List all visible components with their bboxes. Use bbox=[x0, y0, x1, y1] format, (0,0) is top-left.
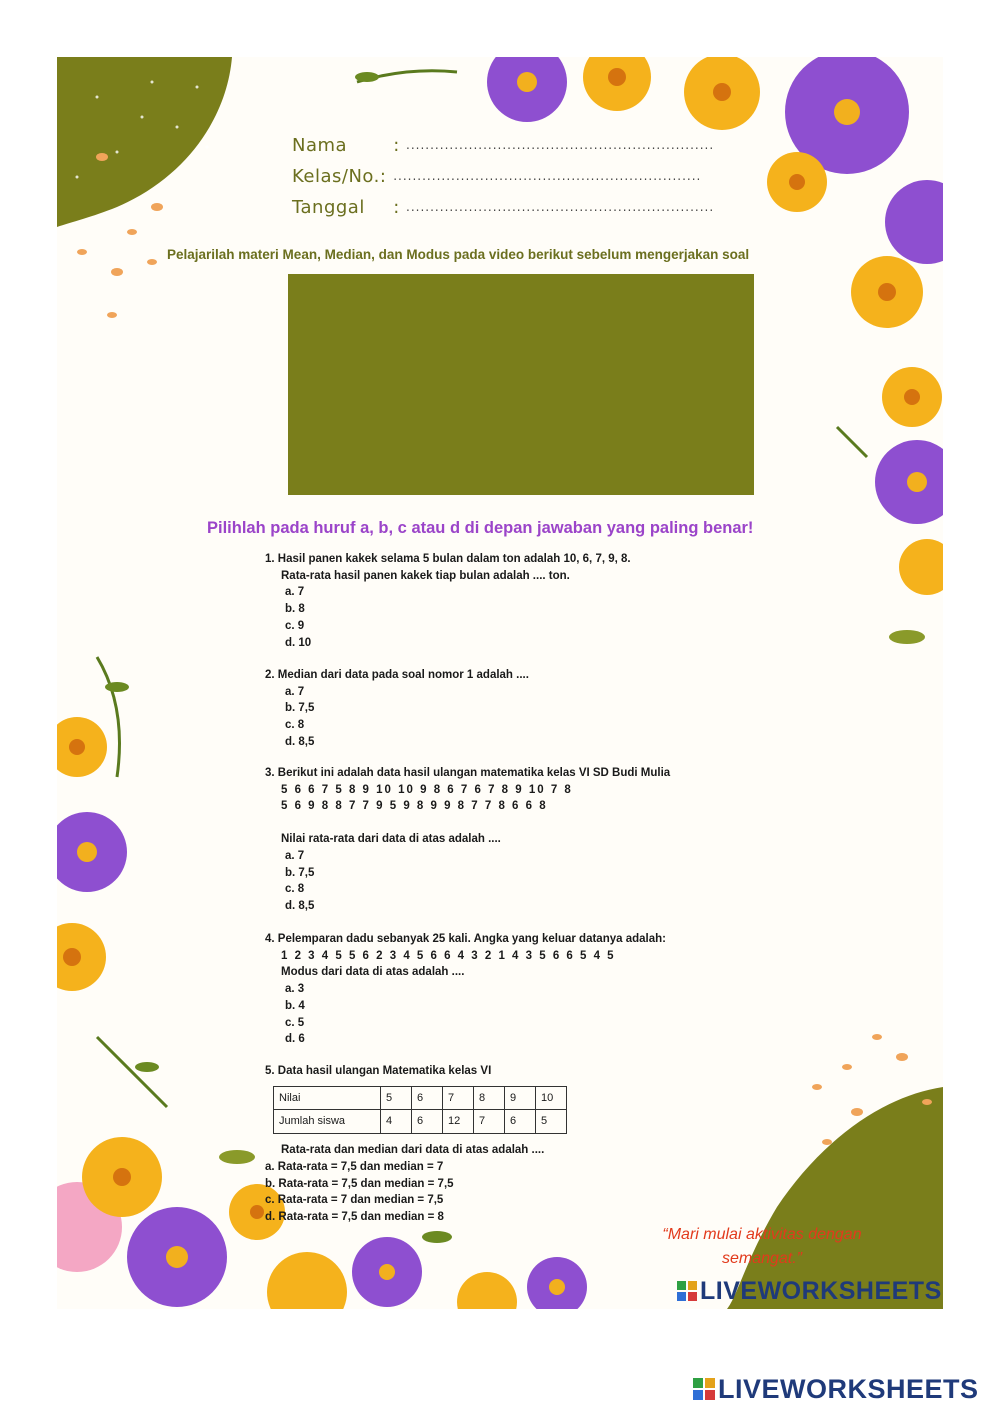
table-cell: 7 bbox=[443, 1086, 474, 1110]
worksheet-page bbox=[57, 57, 943, 1309]
question-2 bbox=[265, 667, 529, 751]
date-field bbox=[292, 197, 714, 218]
table-row bbox=[274, 1086, 567, 1110]
option-a[interactable]: a. 7 bbox=[285, 685, 305, 698]
option-d[interactable]: d. 8,5 bbox=[285, 735, 315, 748]
section-title: Pilihlah pada huruf a, b, c atau d di depan jawaban yang paling benar! bbox=[207, 519, 754, 537]
table-cell: 8 bbox=[474, 1086, 505, 1110]
table-cell: 4 bbox=[381, 1110, 412, 1134]
table-cell: 6 bbox=[412, 1086, 443, 1110]
option-c[interactable]: c. Rata-rata = 7 dan median = 7,5 bbox=[265, 1194, 444, 1207]
question-sub: Rata-rata dan median dari data di atas adalah .... bbox=[281, 1144, 545, 1157]
question-sub: Nilai rata-rata dari data di atas adalah .... bbox=[281, 833, 501, 846]
question-3 bbox=[265, 765, 670, 915]
option-b[interactable]: b. 8 bbox=[285, 603, 305, 616]
table-cell: 6 bbox=[412, 1110, 443, 1134]
liveworksheets-logo-footer[interactable] bbox=[693, 1374, 979, 1405]
table-cell: 7 bbox=[474, 1110, 505, 1134]
video-placeholder[interactable] bbox=[288, 274, 754, 495]
question-stem: 3. Berikut ini adalah data hasil ulangan matematika kelas VI SD Budi Mulia bbox=[265, 767, 671, 779]
table-cell: 9 bbox=[505, 1086, 536, 1110]
name-colon: : bbox=[393, 135, 400, 156]
table-cell: 10 bbox=[536, 1086, 567, 1110]
question-sub: Rata-rata hasil panen kakek tiap bulan adalah .... ton. bbox=[281, 569, 570, 582]
table-cell: 6 bbox=[505, 1110, 536, 1134]
question-4 bbox=[265, 931, 666, 1048]
name-field bbox=[292, 135, 714, 156]
question-stem: 5. Data hasil ulangan Matematika kelas VI bbox=[265, 1065, 492, 1077]
table-cell: 5 bbox=[536, 1110, 567, 1134]
motivation-quote: “Mari mulai aktivitas dengan semangat.” bbox=[662, 1226, 862, 1267]
option-d[interactable]: d. 6 bbox=[285, 1033, 305, 1046]
table-cell: Jumlah siswa bbox=[274, 1110, 381, 1134]
option-b[interactable]: b. 4 bbox=[285, 999, 305, 1012]
brand-text: LIVEWORKSHEETS bbox=[718, 1374, 979, 1404]
liveworksheets-icon bbox=[677, 1281, 697, 1301]
date-blank[interactable]: ................................................................ bbox=[406, 200, 715, 214]
video-instruction: Pelajarilah materi Mean, Median, dan Modus pada video berikut sebelum mengerjakan soal bbox=[167, 247, 750, 262]
option-a[interactable]: a. Rata-rata = 7,5 dan median = 7 bbox=[265, 1160, 444, 1173]
name-blank[interactable]: ................................................................ bbox=[406, 138, 715, 152]
option-c[interactable]: c. 5 bbox=[285, 1016, 305, 1029]
question-5 bbox=[265, 1063, 567, 1226]
option-b[interactable]: b. 7,5 bbox=[285, 702, 315, 715]
question-stem: 1. Hasil panen kakek selama 5 bulan dalam ton adalah 10, 6, 7, 9, 8. bbox=[265, 553, 631, 565]
option-a[interactable]: a. 3 bbox=[285, 983, 305, 996]
table-cell: Nilai bbox=[274, 1086, 381, 1110]
liveworksheets-logo-inner bbox=[677, 1277, 942, 1306]
date-colon: : bbox=[393, 197, 400, 218]
liveworksheets-icon bbox=[693, 1378, 715, 1400]
class-label: Kelas/No.: bbox=[292, 166, 387, 187]
option-b[interactable]: b. Rata-rata = 7,5 dan median = 7,5 bbox=[265, 1177, 454, 1190]
data-table bbox=[273, 1086, 567, 1134]
question-1 bbox=[265, 551, 631, 651]
option-d[interactable]: d. 8,5 bbox=[285, 899, 315, 912]
option-d[interactable]: d. Rata-rata = 7,5 dan median = 8 bbox=[265, 1210, 444, 1223]
option-a[interactable]: a. 7 bbox=[285, 849, 305, 862]
class-blank[interactable]: ................................................................ bbox=[393, 169, 702, 183]
date-label: Tanggal bbox=[292, 197, 365, 218]
option-d[interactable]: d. 10 bbox=[285, 636, 312, 649]
brand-text: LIVEWORKSHEETS bbox=[700, 1277, 942, 1305]
data-line-2: 5 6 9 8 8 7 7 9 5 9 8 9 9 8 7 7 8 6 6 8 bbox=[281, 800, 548, 813]
option-a[interactable]: a. 7 bbox=[285, 586, 305, 599]
table-row bbox=[274, 1110, 567, 1134]
table-cell: 12 bbox=[443, 1110, 474, 1134]
option-c[interactable]: c. 8 bbox=[285, 719, 305, 732]
name-label: Nama bbox=[292, 135, 348, 156]
question-stem: 4. Pelemparan dadu sebanyak 25 kali. Angka yang keluar datanya adalah: bbox=[265, 933, 666, 945]
question-stem: 2. Median dari data pada soal nomor 1 adalah .... bbox=[265, 669, 529, 681]
data-line-1: 5 6 6 7 5 8 9 10 10 9 8 6 7 6 7 8 9 10 7 8 bbox=[281, 783, 573, 796]
option-c[interactable]: c. 9 bbox=[285, 619, 305, 632]
table-cell: 5 bbox=[381, 1086, 412, 1110]
data-line-1: 1 2 3 4 5 5 6 2 3 4 5 6 6 4 3 2 1 4 3 5 6 6 5 4 5 bbox=[281, 949, 616, 962]
class-field bbox=[292, 166, 701, 187]
option-b[interactable]: b. 7,5 bbox=[285, 866, 315, 879]
option-c[interactable]: c. 8 bbox=[285, 883, 305, 896]
question-sub: Modus dari data di atas adalah .... bbox=[281, 966, 465, 979]
